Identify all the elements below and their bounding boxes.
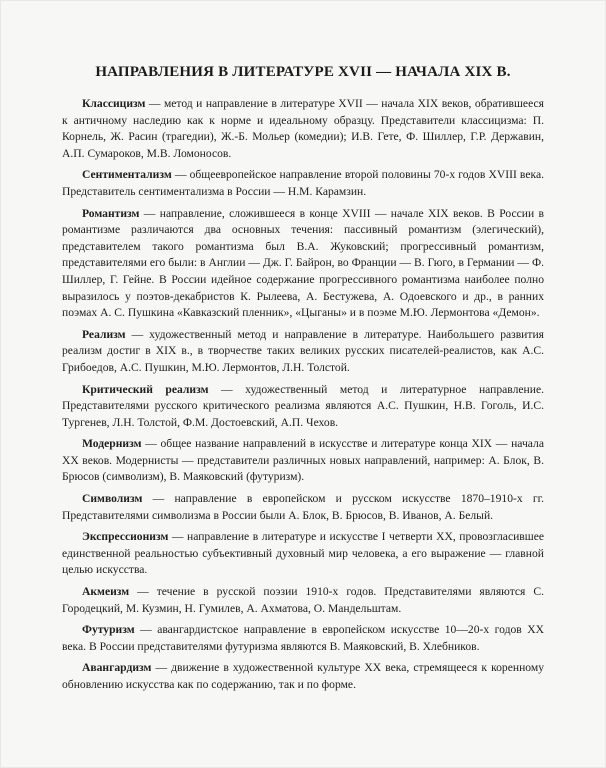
entry-term: Сентиментализм — [82, 168, 172, 182]
entry-critical-realism — [62, 382, 544, 432]
entry-term: Футуризм — [82, 623, 135, 637]
entry-avant-garde — [62, 660, 544, 693]
entry-term: Акмеизм — [82, 585, 130, 599]
entry-text: — художественный метод и направление в литературе. Наибольшего развития реализм достиг в XIX в., в творчестве таких великих русских писателей-реалистов, как А.С. Грибоедов, А.С. Пушкин, М.Ю. Лермонтов, Л.Н. Толстой. — [62, 327, 544, 374]
entry-text: — направление в европейском и русском искусстве 1870–1910-х гг. Представителями символизма в России были А. Блок, В. Брюсов, В. Иванов, А. Белый. — [62, 492, 544, 522]
entry-text: — авангардистское направление в европейском искусстве 10—20-х годов XX века. В России представителями футуризма являются В. Маяковский, В. Хлебников. — [62, 623, 544, 653]
entry-text: — движение в художественной культуре XX века, стремящееся к коренному обновлению искусства как по содержанию, так и по форме. — [62, 661, 544, 691]
entry-realism — [62, 327, 544, 377]
entry-term: Авангардизм — [82, 661, 152, 675]
entry-term: Романтизм — [82, 206, 140, 220]
entry-term: Экспрессионизм — [82, 530, 169, 544]
entry-classicism — [62, 96, 544, 162]
entry-text: — метод и направление в литературе XVII — начала XIX веков, обратившееся к античному наследию как к норме и идеальному образцу. Представители классицизма: П. Корнель, Ж. Расин (трагедии), Ж.-Б. Мольер (комедии); И.В. Гете, Ф. Шиллер, Г.Р. Державин, А.П. Сумароков, М.В. Ломоносов. — [62, 97, 544, 160]
entry-modernism — [62, 436, 544, 486]
entry-sentimentalism — [62, 167, 544, 200]
entry-text: — направление в литературе и искусстве I четверти XX, провозгласившее единственной реальностью субъективный духовный мир человека, а его выражение — главной целью искусства. — [62, 530, 544, 577]
entry-term: Критический реализм — [82, 382, 209, 396]
entries-list — [62, 96, 544, 699]
entry-acmeism — [62, 584, 544, 617]
entry-symbolism — [62, 491, 544, 524]
entry-text: — течение в русской поэзии 1910-х годов. Представителями являются С. Городецкий, М. Кузмин, Н. Гумилев, А. Ахматова, О. Мандельштам. — [62, 585, 544, 615]
entry-text: — общеевропейское направление второй половины 70-х годов XVIII века. Представитель сентиментализма в России — Н.М. Карамзин. — [62, 168, 544, 198]
entry-romanticism — [62, 206, 544, 322]
entry-expressionism — [62, 529, 544, 579]
entry-futurism — [62, 622, 544, 655]
page-title: НАПРАВЛЕНИЯ В ЛИТЕРАТУРЕ XVII — НАЧАЛА XIX В. — [95, 64, 511, 80]
entry-term: Символизм — [82, 492, 143, 506]
entry-text: — общее название направлений в искусстве и литературе конца XIX — начала XX веков. Модернисты — представители различных новых направлений, например: А. Блок, В. Брюсов (символизм), В. Маяковский (футуризм). — [62, 437, 544, 484]
entry-text: — художественный метод и литературное направление. Представителями русского критического реализма являются А.С. Пушкин, Н.В. Гоголь, И.С. Тургенев, Л.Н. Толстой, Ф.М. Достоевский, А.П. Чехов. — [62, 382, 545, 429]
entry-term: Реализм — [82, 327, 126, 341]
entry-text: — направление, сложившееся в конце XVIII — начале XIX веков. В России в романтизме различаются два основных течения: пассивный романтизм (элегический), представителем такого романтизма был В.А. Жуковский; прогрессивный романтизм, представителями его были: в Англии — Дж. Г. Байрон, во Франции — В. Гюго, в Германии — Ф. Шиллер, Г. Гейне. В России идейное содержание прогрессивного романтизма наиболее полно выразилось у поэтов-декабристов К. Рылеева, А. Бестужева, А. Одоевского и др., в ранних поэмах А. С. Пушкина «Кавказский пленник», «Цыганы» и в поэме М.Ю. Лермонтова «Демон». — [62, 206, 544, 320]
entry-term: Модернизм — [82, 437, 142, 451]
entry-term: Классицизм — [82, 97, 146, 110]
